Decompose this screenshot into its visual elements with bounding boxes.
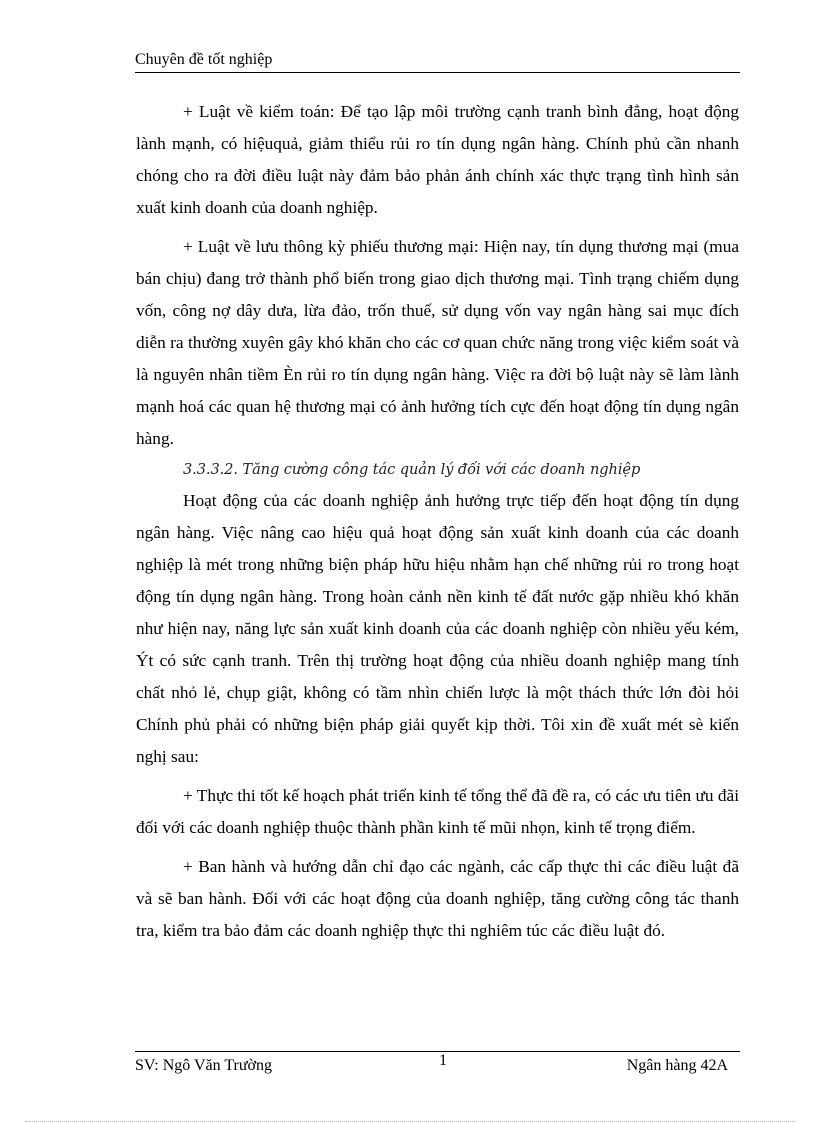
page-header [135, 49, 740, 73]
section-heading: 3.3.3.2. Tăng cường công tác quản lý đối với các doanh nghiệp [183, 461, 641, 478]
page-footer [135, 1051, 740, 1078]
page-number: 1 [439, 1052, 447, 1069]
paragraph-commercial-paper-law: + Luật về lưu thông kỳ phiếu thương mại: Hiện nay, tín dụng thương mại (mua bán chịu) đang trở thành phổ biến trong giao dịch thương mại. Tình trạng chiếm dụng vốn, công nợ dây dưa, lừa đảo, trốn thuế, sử dụng vốn vay ngân hàng sai mục đích diễn ra thường xuyên gây khó khăn cho các cơ quan chức năng trong việc kiểm soát và là nguyên nhân tiềm Èn rủi ro tín dụng ngân hàng. Việc ra đời bộ luật này sẽ làm lành mạnh hoá các quan hệ thương mại có ảnh hưởng tích cực đến hoạt động tín dụng ngân hàng. [136, 237, 739, 448]
paragraph-economic-plan: + Thực thi tốt kế hoạch phát triển kinh tế tổng thể đã đề ra, có các ưu tiên ưu đãi đối với các doanh nghiệp thuộc thành phần kinh tế mũi nhọn, kinh tế trọng điểm. [136, 786, 739, 837]
footer-class-name: Ngân hàng 42A [626, 1057, 728, 1074]
footer-student-name: SV: Ngô Văn Trường [135, 1057, 273, 1074]
paragraph-audit-law: + Luật về kiểm toán: Để tạo lập môi trường cạnh tranh bình đẳng, hoạt động lành mạnh, có hiệuquả, giảm thiểu rủi ro tín dụng ngân hàng. Chính phủ cần nhanh chóng cho ra đời điều luật này đảm bảo phản ánh chính xác thực trạng tình hình sản xuất kinh doanh của doanh nghiệp. [136, 102, 739, 217]
paragraph-enterprise-management: Hoạt động của các doanh nghiệp ảnh hưởng trực tiếp đến hoạt động tín dụng ngân hàng. Việc nâng cao hiệu quả hoạt động sản xuất kinh doanh của các doanh nghiệp là mét trong những biện pháp hữu hiệu nhằm hạn chế những rủi ro trong hoạt động tín dụng ngân hàng. Trong hoàn cảnh nền kinh tế đất nước gặp nhiều khó khăn như hiện nay, năng lực sản xuất kinh doanh của các doanh nghiệp còn nhiều yếu kém, Ýt có sức cạnh tranh. Trên thị trường hoạt động của nhiều doanh nghiệp mang tính chất nhỏ lẻ, chụp giật, không có tầm nhìn chiến lược là một thách thức lớn đòi hỏi Chính phủ phải có những biện pháp giải quyết kịp thời. Tôi xin đề xuất mét sè kiến nghị sau: [136, 491, 739, 766]
document-title: Chuyên đề tốt nghiệp [135, 51, 273, 68]
paragraph-regulation-enforcement: + Ban hành và hướng dẫn chỉ đạo các ngành, các cấp thực thi các điều luật đã và sẽ ban hành. Đối với các hoạt động của doanh nghiệp, tăng cường công tác thanh tra, kiểm tra bảo đảm các doanh nghiệp thực thi nghiêm túc các điều luật đó. [136, 857, 739, 940]
page-boundary-divider [25, 1121, 795, 1122]
document-body [136, 96, 739, 947]
